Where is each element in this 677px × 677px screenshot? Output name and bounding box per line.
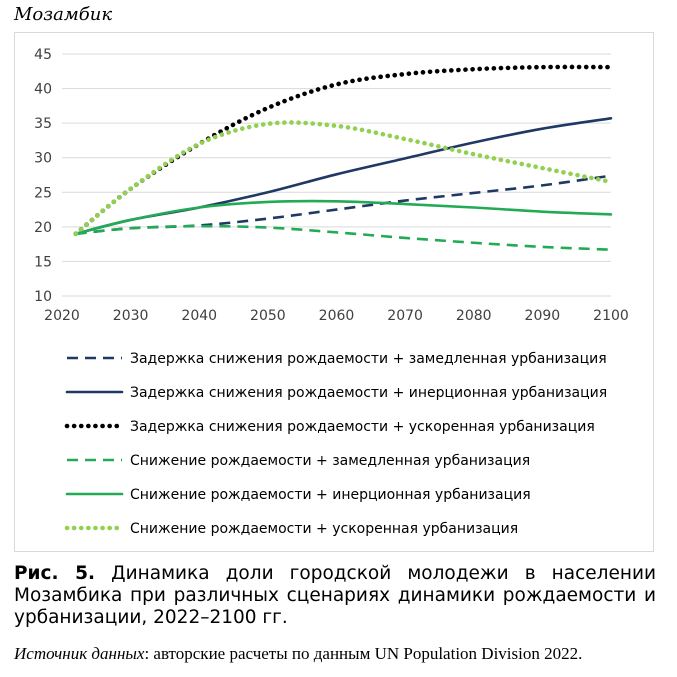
y-tick-label: 25 — [34, 185, 52, 202]
figure-caption-label: Рис. 5. — [14, 563, 96, 584]
chart-area — [14, 32, 654, 552]
legend-label-1: Задержка снижения рождаемости + замедленная урбанизация — [130, 351, 607, 367]
series-line-3 — [76, 67, 611, 234]
chart-title: Мозамбик — [14, 4, 113, 25]
legend — [67, 351, 607, 537]
x-tick-label: 2100 — [593, 308, 629, 324]
series-lines — [76, 67, 611, 250]
x-tick-label: 2040 — [181, 308, 218, 324]
line-chart — [15, 33, 653, 551]
legend-label-3: Задержка снижения рождаемости + ускоренная урбанизация — [130, 419, 595, 435]
y-tick-label: 20 — [34, 219, 52, 236]
legend-label-6: Снижение рождаемости + ускоренная урбанизация — [130, 521, 519, 537]
data-source-text: : авторские расчеты по данным UN Population Division 2022. — [144, 644, 583, 663]
x-tick-label: 2020 — [44, 308, 80, 324]
y-tick-label: 10 — [34, 289, 52, 305]
x-tick-label: 2090 — [524, 308, 561, 324]
series-line-1 — [76, 176, 611, 234]
data-source-label: Источник данных — [14, 644, 145, 663]
x-tick-label: 2080 — [455, 308, 492, 324]
x-tick-label: 2060 — [318, 308, 355, 324]
y-tick-label: 35 — [34, 116, 52, 133]
series-line-6 — [76, 122, 611, 233]
series-line-5 — [76, 201, 611, 234]
legend-label-4: Снижение рождаемости + замедленная урбанизация — [130, 453, 531, 469]
legend-label-5: Снижение рождаемости + инерционная урбанизация — [130, 487, 531, 503]
x-tick-label: 2030 — [112, 308, 149, 324]
data-source-note — [14, 644, 674, 664]
y-tick-label: 45 — [34, 47, 52, 63]
figure-caption-text: Динамика доли городской молодежи в населении Мозамбика при различных сценариях динамики рождаемости и урбанизации, 2022–2100 гг. — [14, 563, 657, 628]
x-tick-label: 2070 — [387, 308, 423, 324]
series-line-4 — [76, 226, 611, 250]
series-line-2 — [76, 118, 611, 233]
y-tick-label: 15 — [34, 254, 52, 271]
y-tick-label: 40 — [34, 81, 52, 98]
x-tick-label: 2050 — [250, 308, 286, 324]
y-tick-label: 30 — [34, 150, 52, 167]
figure-caption — [14, 563, 656, 629]
legend-label-2: Задержка снижения рождаемости + инерционная урбанизация — [130, 385, 608, 401]
